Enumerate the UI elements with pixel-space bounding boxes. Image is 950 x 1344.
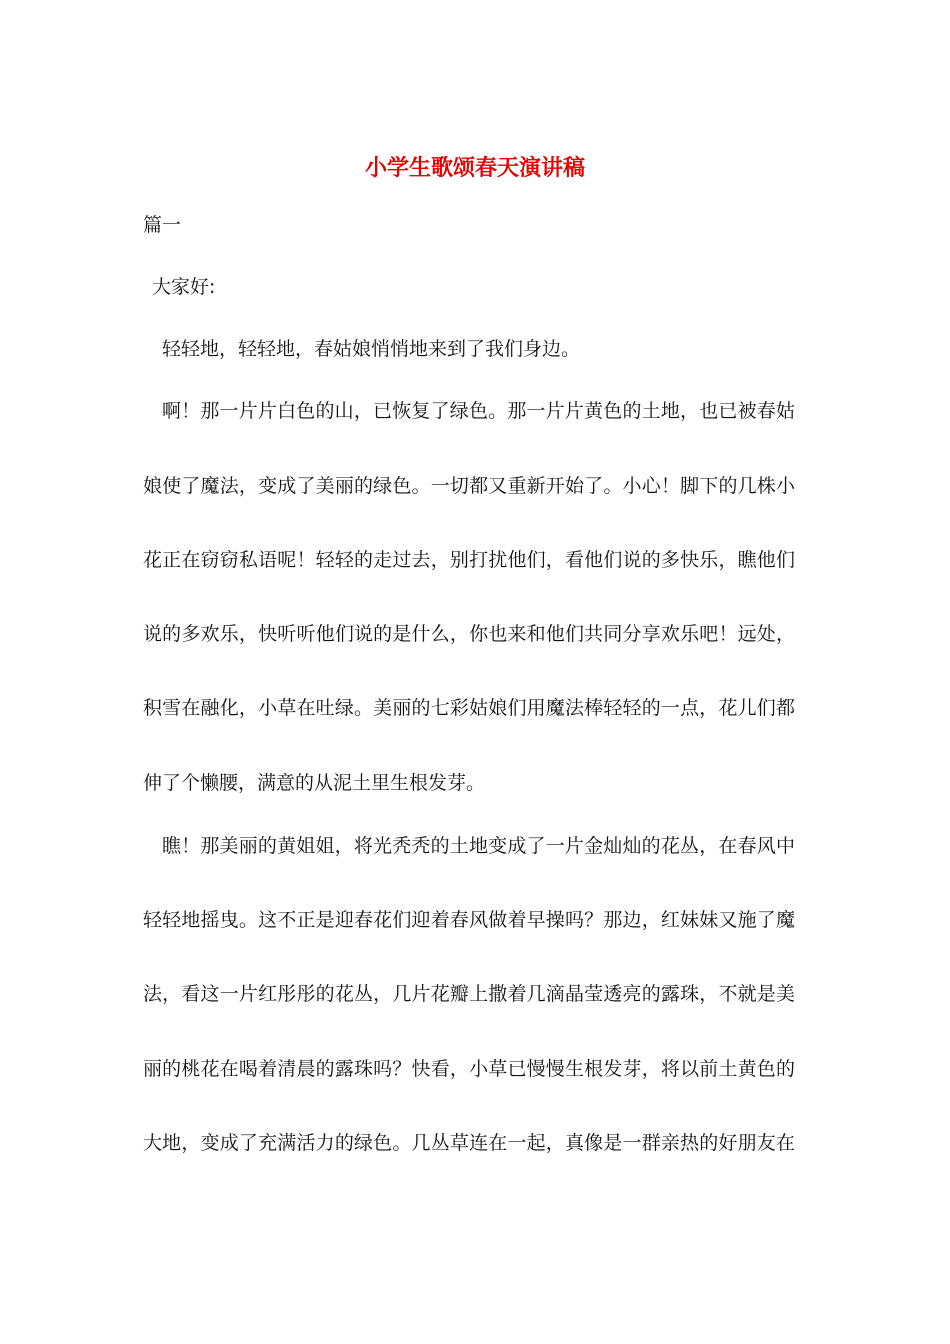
paragraph-line: 说的多欢乐，快听听他们说的是什么，你也来和他们共同分享欢乐吧！远处， xyxy=(143,623,795,645)
paragraph-line: 轻轻地摇曳。这不正是迎春花们迎着春风做着早操吗？那边，红妹妹又施了魔 xyxy=(143,909,795,931)
greeting-line: 大家好: xyxy=(152,276,216,298)
section-heading: 篇一 xyxy=(143,214,182,236)
paragraph-line: 丽的桃花在喝着清晨的露珠吗？快看，小草已慢慢生根发芽，将以前土黄色的 xyxy=(143,1058,795,1080)
paragraph-line: 伸了个懒腰，满意的从泥土里生根发芽。 xyxy=(143,772,486,794)
document-title: 小学生歌颂春天演讲稿 xyxy=(364,155,585,181)
paragraph-line: 大地，变成了充满活力的绿色。几丛草连在一起，真像是一群亲热的好朋友在 xyxy=(143,1132,795,1154)
paragraph-line: 积雪在融化，小草在吐绿。美丽的七彩姑娘们用魔法棒轻轻的一点，花儿们都 xyxy=(143,697,795,719)
paragraph-line: 法，看这一片红彤彤的花丛，几片花瓣上撒着几滴晶莹透亮的露珠，不就是美 xyxy=(143,983,795,1005)
paragraph-line: 花正在窃窃私语呢！轻轻的走过去，别打扰他们，看他们说的多快乐，瞧他们 xyxy=(143,549,795,571)
paragraph-line: 娘使了魔法，变成了美丽的绿色。一切都又重新开始了。小心！脚下的几株小 xyxy=(143,475,795,497)
paragraph-line: 啊！那一片片白色的山，已恢复了绿色。那一片片黄色的土地，也已被春姑 xyxy=(162,400,795,422)
paragraph-line: 瞧！那美丽的黄姐姐，将光秃秃的土地变成了一片金灿灿的花丛，在春风中 xyxy=(162,835,795,857)
paragraph-line: 轻轻地，轻轻地，春姑娘悄悄地来到了我们身边。 xyxy=(162,338,581,360)
